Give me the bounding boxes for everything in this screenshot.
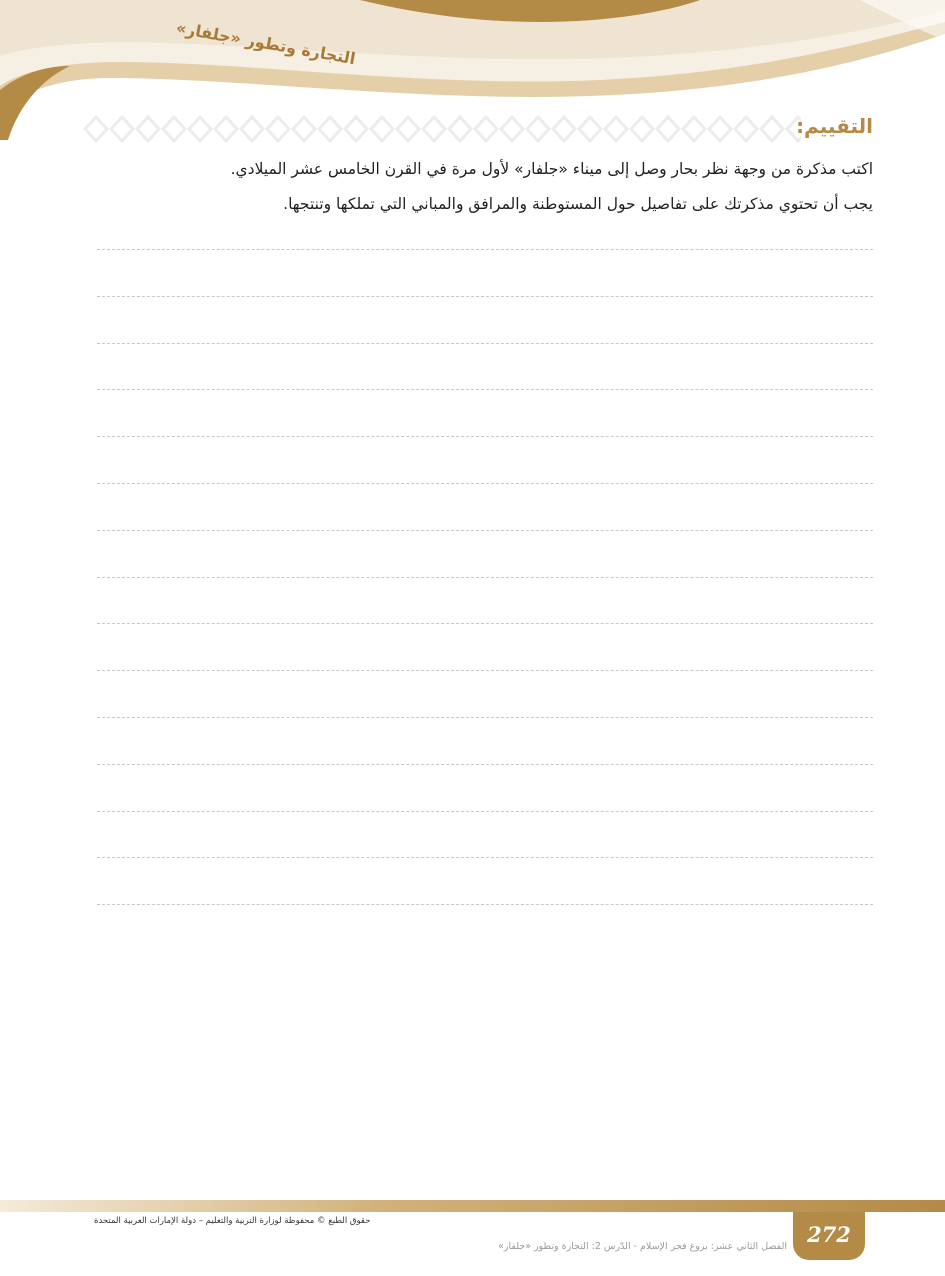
assessment-label: التقييم: <box>796 114 873 138</box>
instruction-line: يجب أن تحتوي مذكرتك على تفاصيل حول المستوطنة والمرافق والمباني التي تملكها وتنتجها. <box>283 195 873 213</box>
writing-line[interactable] <box>97 811 873 812</box>
writing-area[interactable] <box>97 249 873 951</box>
writing-line[interactable] <box>97 670 873 671</box>
footer-bar <box>0 1200 945 1212</box>
writing-line[interactable] <box>97 389 873 390</box>
chapter-title: التجارة وتطور «جلفار» <box>174 18 357 69</box>
diamond-border-decoration <box>83 115 801 143</box>
writing-line[interactable] <box>97 577 873 578</box>
writing-line[interactable] <box>97 717 873 718</box>
writing-line[interactable] <box>97 483 873 484</box>
instruction-line: اكتب مذكرة من وجهة نظر بحار وصل إلى ميناء «جلفار» لأول مرة في القرن الخامس عشر الميلادي. <box>230 160 873 178</box>
writing-line[interactable] <box>97 764 873 765</box>
writing-line[interactable] <box>97 343 873 344</box>
writing-line[interactable] <box>97 904 873 905</box>
writing-line[interactable] <box>97 530 873 531</box>
assessment-heading <box>83 114 873 144</box>
copyright-notice: حقوق الطبع © محفوظة لوزارة التربية والتعليم – دولة الإمارات العربية المتحدة <box>94 1216 371 1226</box>
page-number: 272 <box>807 1222 851 1247</box>
writing-line[interactable] <box>97 857 873 858</box>
running-footer: الفصل الثاني عشر: بزوغ فجر الإسلام - الدّرس 2: التجارة وتطور «جلفار» <box>498 1241 787 1252</box>
assessment-instructions <box>83 152 873 222</box>
writing-line[interactable] <box>97 623 873 624</box>
page-number-tab <box>793 1212 865 1260</box>
writing-line[interactable] <box>97 296 873 297</box>
writing-line[interactable] <box>97 249 873 250</box>
writing-line[interactable] <box>97 436 873 437</box>
